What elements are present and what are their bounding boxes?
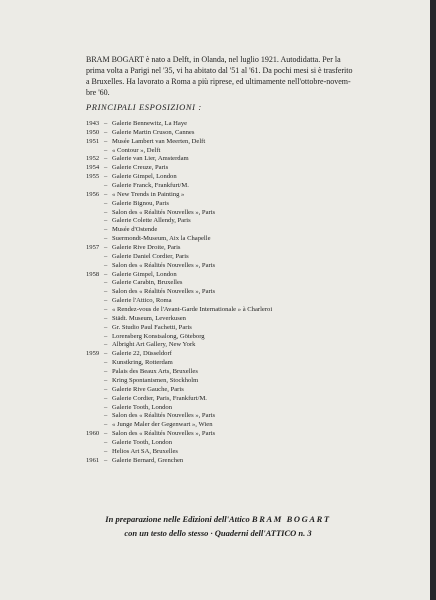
footer-note	[0, 512, 436, 540]
exhibition-dash: –	[104, 394, 108, 402]
exhibition-year	[86, 253, 104, 262]
exhibition-item	[86, 217, 272, 226]
exhibition-dash: –	[104, 438, 108, 446]
exhibition-item	[86, 288, 272, 297]
exhibition-item	[86, 412, 272, 421]
exhibition-dash: –	[104, 137, 108, 145]
exhibition-year	[86, 235, 104, 244]
exhibition-dash: –	[104, 368, 108, 376]
exhibition-venue: Galerie Martin Cruson, Cannes	[112, 128, 195, 136]
exhibition-year: 1959	[86, 350, 100, 358]
exhibition-dash: –	[104, 173, 108, 181]
exhibition-dash: –	[104, 182, 108, 190]
exhibition-venue: Salon des « Réalités Nouvelles », Paris	[112, 208, 216, 216]
exhibition-year	[86, 404, 104, 413]
footer-artist-name: BRAM BOGART	[251, 514, 331, 524]
exhibition-year: 1952	[86, 155, 100, 163]
exhibition-venue: Albright Art Gallery, New York	[112, 341, 196, 349]
exhibition-item	[86, 368, 272, 377]
exhibition-dash: –	[104, 376, 108, 384]
biography-line: a Bruxelles. Ha lavorato a Roma a più riprese, ed ultimamente nell'ottobre-novem-	[86, 77, 351, 86]
exhibition-dash: –	[104, 430, 108, 438]
exhibition-venue: Galerie Rive Droite, Paris	[112, 244, 181, 252]
exhibition-dash: –	[104, 244, 108, 252]
exhibition-item	[86, 226, 272, 235]
exhibition-year	[86, 395, 104, 404]
exhibition-venue: Musée d'Ostende	[112, 226, 158, 234]
exhibition-year	[86, 262, 104, 271]
exhibition-dash: –	[104, 350, 108, 358]
exhibition-item	[86, 182, 272, 191]
exhibition-venue: Kring Spontanismen, Stockholm	[112, 376, 199, 384]
exhibition-dash: –	[104, 332, 108, 340]
exhibition-item	[86, 341, 272, 350]
exhibition-venue: « New Trends in Painting »	[112, 190, 185, 198]
exhibition-venue: Galerie 22, Düsseldorf	[112, 350, 172, 358]
exhibition-item	[86, 350, 272, 359]
exhibition-year	[86, 324, 104, 333]
exhibition-year	[86, 439, 104, 448]
exhibition-item	[86, 457, 272, 466]
exhibition-item	[86, 271, 272, 280]
exhibition-dash: –	[104, 226, 108, 234]
exhibition-venue: Galerie Bennewitz, La Haye	[112, 120, 188, 127]
exhibition-item	[86, 235, 272, 244]
exhibition-venue: Galerie Creuze, Paris	[112, 164, 169, 172]
exhibition-venue: Salon des « Réalités Nouvelles », Paris	[112, 430, 216, 438]
exhibition-year: 1958	[86, 270, 100, 278]
exhibition-venue: Kunstkring, Rotterdam	[112, 359, 173, 367]
exhibition-venue: Galerie Daniel Cordier, Paris	[112, 252, 189, 260]
exhibition-year	[86, 288, 104, 297]
exhibition-year: 1954	[86, 164, 100, 172]
exhibition-year: 1955	[86, 173, 100, 181]
exhibition-year: 1951	[86, 137, 100, 145]
biography-line: prima volta a Parigi nel '35, vi ha abitato dal '51 al '61. Da pochi mesi si è trasferito	[86, 66, 353, 75]
exhibition-list	[86, 120, 272, 466]
exhibition-year	[86, 297, 104, 306]
exhibition-dash: –	[104, 456, 108, 464]
exhibition-dash: –	[104, 146, 108, 154]
exhibition-venue: « Junge Maler der Gegenwart », Wien	[112, 421, 213, 429]
exhibition-year	[86, 368, 104, 377]
exhibition-year	[86, 341, 104, 350]
exhibition-item	[86, 253, 272, 262]
exhibition-dash: –	[104, 412, 108, 420]
exhibition-venue: Helios Art SA, Bruxelles	[112, 447, 178, 455]
exhibition-year	[86, 217, 104, 226]
exhibition-item	[86, 359, 272, 368]
exhibition-year: 1950	[86, 128, 100, 136]
biography-line: BRAM BOGART è nato a Delft, in Olanda, nel luglio 1921. Autodidatta. Per la	[86, 55, 341, 64]
exhibition-dash: –	[104, 306, 108, 314]
exhibition-dash: –	[104, 297, 108, 305]
exhibition-dash: –	[104, 323, 108, 331]
exhibition-dash: –	[104, 288, 108, 296]
exhibition-dash: –	[104, 270, 108, 278]
exhibition-venue: Gr. Studio Paul Fachetti, Paris	[112, 323, 192, 331]
exhibition-venue: Galerie l'Attico, Roma	[112, 297, 172, 305]
exhibition-item	[86, 262, 272, 271]
exhibition-venue: Galerie Bignou, Paris	[112, 199, 169, 207]
exhibition-year	[86, 412, 104, 421]
exhibition-venue: Galerie Tooth, London	[112, 438, 173, 446]
exhibition-dash: –	[104, 252, 108, 260]
exhibition-item	[86, 430, 272, 439]
exhibition-dash: –	[104, 217, 108, 225]
exhibition-item	[86, 200, 272, 209]
exhibition-venue: « Rendez-vous de l'Avant-Garde Internationale » à Charleroi	[112, 306, 273, 314]
exhibition-dash: –	[104, 261, 108, 269]
exhibition-year	[86, 333, 104, 342]
exhibition-item	[86, 138, 272, 147]
exhibition-year	[86, 421, 104, 430]
exhibition-dash: –	[104, 120, 108, 127]
exhibition-item	[86, 147, 272, 156]
exhibition-item	[86, 120, 272, 129]
exhibition-venue: Palais des Beaux Arts, Bruxelles	[112, 368, 198, 376]
exhibition-item	[86, 155, 272, 164]
exhibition-item	[86, 333, 272, 342]
exhibition-item	[86, 315, 272, 324]
exhibition-year	[86, 377, 104, 386]
exhibition-venue: Galerie Cordier, Paris, Frankfurt/M.	[112, 394, 207, 402]
exhibition-dash: –	[104, 403, 108, 411]
exhibition-year: 1956	[86, 190, 100, 198]
exhibition-item	[86, 209, 272, 218]
exhibition-venue: Musée Lambert van Meerten, Delft	[112, 137, 206, 145]
exhibition-dash: –	[104, 314, 108, 322]
exhibition-venue: Galerie Bernard, Grenchen	[112, 456, 184, 464]
exhibition-venue: Suermondt-Museum, Aix la Chapelle	[112, 235, 211, 243]
exhibition-dash: –	[104, 385, 108, 393]
exhibition-year	[86, 359, 104, 368]
exhibition-item	[86, 173, 272, 182]
biography-line: bre '60.	[86, 88, 110, 97]
exhibition-item	[86, 404, 272, 413]
exhibition-year: 1957	[86, 244, 100, 252]
exhibition-year	[86, 279, 104, 288]
exhibition-year	[86, 226, 104, 235]
exhibition-year: 1943	[86, 120, 100, 127]
exhibition-dash: –	[104, 235, 108, 243]
exhibition-dash: –	[104, 208, 108, 216]
exhibition-dash: –	[104, 155, 108, 163]
exhibition-venue: « Contour », Delft	[112, 146, 161, 154]
exhibition-item	[86, 448, 272, 457]
exhibition-item	[86, 439, 272, 448]
exhibition-item	[86, 279, 272, 288]
exhibition-item	[86, 297, 272, 306]
exhibition-year	[86, 448, 104, 457]
footer-prefix: In preparazione nelle Edizioni dell'Attico	[105, 514, 250, 524]
exhibition-item	[86, 244, 272, 253]
exhibition-dash: –	[104, 359, 108, 367]
exhibition-year	[86, 200, 104, 209]
exhibition-venue: Galerie Colette Allendy, Paris	[112, 217, 191, 225]
exhibition-dash: –	[104, 128, 108, 136]
exhibition-dash: –	[104, 279, 108, 287]
exhibition-year	[86, 147, 104, 156]
exhibition-item	[86, 191, 272, 200]
footer-line-2: con un testo dello stesso · Quaderni dell'ATTICO n. 3	[124, 528, 312, 538]
exhibition-item	[86, 164, 272, 173]
exhibition-dash: –	[104, 421, 108, 429]
exhibition-year: 1961	[86, 456, 100, 464]
exhibition-dash: –	[104, 164, 108, 172]
exhibition-venue: Salon des « Réalités Nouvelles », Paris	[112, 412, 216, 420]
exhibition-year	[86, 386, 104, 395]
exhibition-dash: –	[104, 190, 108, 198]
exhibition-venue: Salon des « Réalités Nouvelles », Paris	[112, 288, 216, 296]
biography-paragraph	[86, 54, 353, 98]
exhibition-year: 1960	[86, 430, 100, 438]
exhibition-venue: Lorensberg Konstsalong, Göteborg	[112, 332, 205, 340]
exhibition-venue: Galerie Gimpel, London	[112, 173, 177, 181]
exhibition-year	[86, 209, 104, 218]
exhibition-venue: Städt. Museum, Leverkusen	[112, 314, 186, 322]
exhibition-item	[86, 421, 272, 430]
exhibition-venue: Galerie Tooth, London	[112, 403, 173, 411]
section-title: PRINCIPALI ESPOSIZIONI :	[86, 102, 202, 112]
page-edge-border	[430, 0, 436, 600]
exhibition-item	[86, 324, 272, 333]
exhibition-year	[86, 306, 104, 315]
exhibition-dash: –	[104, 447, 108, 455]
exhibition-item	[86, 129, 272, 138]
exhibition-venue: Galerie Rive Gauche, Paris	[112, 385, 184, 393]
exhibition-venue: Galerie Gimpel, London	[112, 270, 177, 278]
exhibition-year	[86, 315, 104, 324]
exhibition-venue: Galerie van Lier, Amsterdam	[112, 155, 189, 163]
exhibition-venue: Galerie Carabin, Bruxelles	[112, 279, 183, 287]
exhibition-dash: –	[104, 341, 108, 349]
exhibition-item	[86, 395, 272, 404]
exhibition-dash: –	[104, 199, 108, 207]
exhibition-venue: Galerie Franck, Frankfurt/M.	[112, 182, 189, 190]
exhibition-item	[86, 386, 272, 395]
exhibition-venue: Salon des « Réalités Nouvelles », Paris	[112, 261, 216, 269]
exhibition-year	[86, 182, 104, 191]
footer-line-1	[0, 512, 436, 526]
exhibition-item	[86, 306, 272, 315]
exhibition-item	[86, 377, 272, 386]
